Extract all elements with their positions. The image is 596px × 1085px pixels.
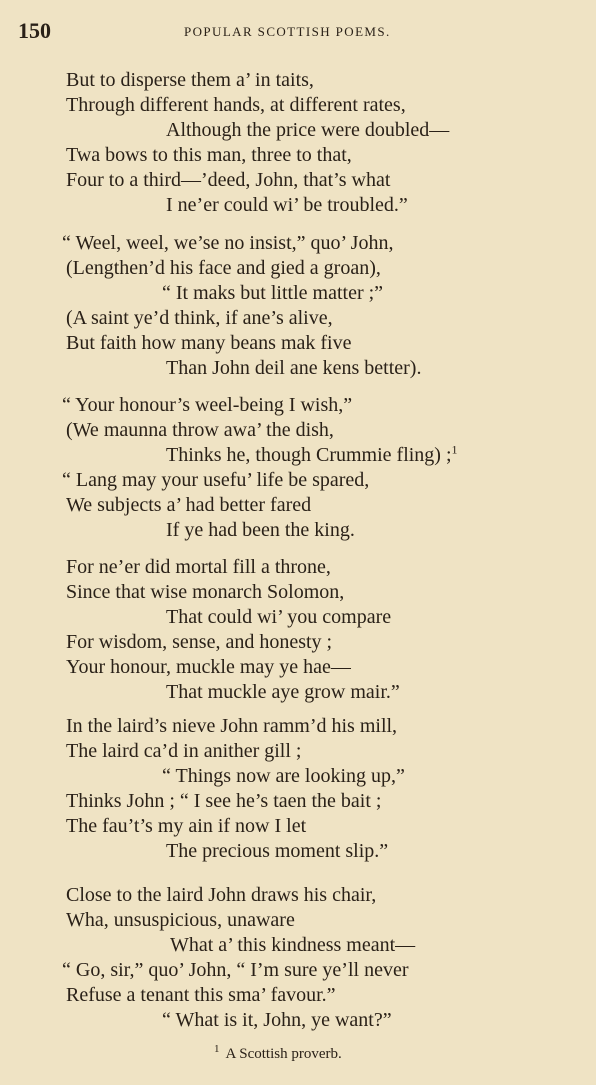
poem-line: “ Go, sir,” quo’ John, “ I’m sure ye’ll never <box>62 959 409 981</box>
poem-line: Your honour, muckle may ye hae— <box>66 656 351 678</box>
poem-line: Than John deil ane kens better). <box>166 357 422 379</box>
poem-line: But faith how many beans mak five <box>66 332 352 354</box>
poem-line: That could wi’ you compare <box>166 606 392 628</box>
poem-line: Four to a third—’deed, John, that’s what <box>66 169 391 191</box>
poem-line-with-footnote <box>166 443 458 467</box>
poem-line: “ What is it, John, ye want?” <box>162 1009 392 1031</box>
footnote-text: A Scottish proverb. <box>225 1046 342 1062</box>
poem-line: (We maunna throw awa’ the dish, <box>66 419 334 441</box>
poem-line: In the laird’s nieve John ramm’d his mill, <box>66 715 398 737</box>
poem-line: What a’ this kindness meant— <box>170 934 416 956</box>
poem-line: I ne’er could wi’ be troubled.” <box>166 194 408 216</box>
poem-line: Through different hands, at different rates, <box>66 94 406 116</box>
poem-line: Refuse a tenant this sma’ favour.” <box>66 984 336 1006</box>
poem-line: “ It maks but little matter ;” <box>162 282 384 304</box>
poem-line: Since that wise monarch Solomon, <box>66 581 345 603</box>
poem-line: “ Lang may your usefu’ life be spared, <box>62 469 370 491</box>
poem-line: That muckle aye grow mair.” <box>166 681 400 703</box>
page-number: 150 <box>18 18 51 43</box>
poem-line: “ Things now are looking up,” <box>162 765 405 787</box>
poem-line: We subjects a’ had better fared <box>66 494 312 516</box>
footnote-reference[interactable]: 1 <box>451 442 458 457</box>
poem-line: Twa bows to this man, three to that, <box>66 144 352 166</box>
poem-line-text: Thinks he, though Crummie fling) ; <box>166 444 452 466</box>
poem-line: The laird ca’d in anither gill ; <box>66 740 302 762</box>
running-title: POPULAR SCOTTISH POEMS. <box>184 24 391 39</box>
poem-line: But to disperse them a’ in taits, <box>66 69 314 91</box>
poem-line: “ Weel, weel, we’se no insist,” quo’ John, <box>62 232 394 254</box>
poem-line: Wha, unsuspicious, unaware <box>66 909 295 931</box>
poem-line: Although the price were doubled— <box>166 119 450 141</box>
footnote <box>214 1043 342 1063</box>
footnote-mark: 1 <box>214 1043 220 1055</box>
poem-line: For ne’er did mortal fill a throne, <box>66 556 331 578</box>
poem-line: The fau’t’s my ain if now I let <box>66 815 307 837</box>
poem-line: Close to the laird John draws his chair, <box>66 884 377 906</box>
poem-line: (Lengthen’d his face and gied a groan), <box>66 257 381 279</box>
poem-line: The precious moment slip.” <box>166 840 389 862</box>
poem-line: (A saint ye’d think, if ane’s alive, <box>66 307 333 329</box>
poem-line: Thinks John ; “ I see he’s taen the bait ; <box>66 790 382 812</box>
poem-line: “ Your honour’s weel-being I wish,” <box>62 394 353 416</box>
poem-line: For wisdom, sense, and honesty ; <box>66 631 333 653</box>
poem-line: If ye had been the king. <box>166 519 355 541</box>
